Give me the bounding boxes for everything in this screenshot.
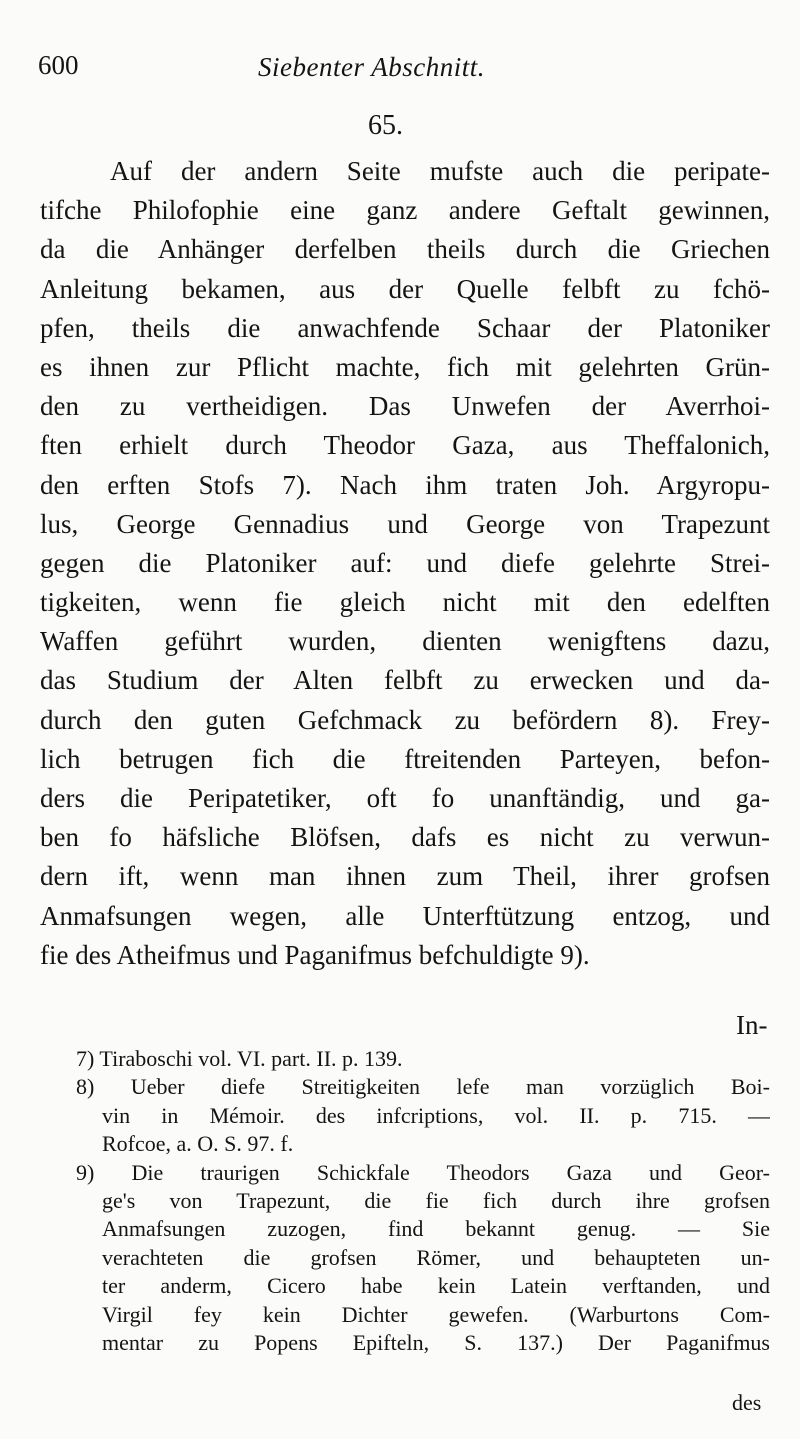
body-text	[40, 152, 770, 975]
body-line: es ihnen zur Pflicht machte, fich mit gelehrten Grün-	[40, 351, 770, 382]
footnote-line: ter anderm, Cicero habe kein Latein verftanden, und	[102, 1273, 770, 1299]
section-number: 65.	[368, 110, 403, 141]
footnote-line: mentar zu Popens Epifteln, S. 137.) Der Paganifmus	[102, 1329, 770, 1355]
body-line: Anleitung bekamen, aus der Quelle felbft zu fchö-	[40, 273, 770, 304]
footnotes	[76, 1045, 770, 1357]
body-line: den zu vertheidigen. Das Unwefen der Averrhoi-	[40, 391, 770, 422]
footnote-line: 9) Die traurigen Schickfale Theodors Gaza und Geor-	[76, 1159, 770, 1185]
footnote-line: Anmafsungen zuzogen, find bekannt genug. — Sie	[102, 1216, 770, 1242]
footnote-line: 7) Tiraboschi vol. VI. part. II. p. 139.	[76, 1046, 403, 1071]
body-line: Auf der andern Seite mufste auch die peripate-	[110, 156, 770, 186]
body-line: ders die Peripatetiker, oft fo unanftändig, und ga-	[40, 783, 770, 813]
running-head: Siebenter Abschnitt.	[258, 52, 485, 82]
page-number: 600	[38, 50, 79, 80]
body-line: durch den guten Gefchmack zu befördern 8). Frey-	[40, 704, 770, 735]
body-line: ben fo häfsliche Blöfsen, dafs es nicht zu verwun-	[40, 822, 770, 853]
body-line: fie des Atheifmus und Paganifmus befchuldigte 9).	[40, 939, 590, 970]
body-line: lus, George Gennadius und George von Trapezunt	[40, 508, 770, 539]
body-line: Anmafsungen wegen, alle Unterftützung entzog, und	[40, 900, 770, 931]
footnote-line: 8) Ueber diefe Streitigkeiten lefe man vorzüglich Boi-	[76, 1074, 770, 1100]
footnote-line: Virgil fey kein Dichter gewefen. (Warburtons Com-	[102, 1301, 770, 1327]
body-line: den erften Stofs 7). Nach ihm traten Joh. Argyropu-	[40, 469, 770, 500]
body-line: gegen die Platoniker auf: und diefe gelehrte Strei-	[40, 547, 770, 578]
body-line: ften erhielt durch Theodor Gaza, aus Theffalonich,	[40, 430, 770, 461]
body-line: pfen, theils die anwachfende Schaar der Platoniker	[40, 312, 770, 343]
body-line: Waffen geführt wurden, dienten wenigftens dazu,	[40, 626, 770, 657]
footnote-line: vin in Mémoir. des infcriptions, vol. II. p. 715. —	[102, 1102, 770, 1128]
catchword: In-	[736, 1010, 768, 1040]
body-line: dern ift, wenn man ihnen zum Theil, ihrer grofsen	[40, 861, 770, 892]
page-header	[38, 48, 760, 88]
footnote-line: Rofcoe, a. O. S. 97. f.	[102, 1131, 294, 1157]
body-line: lich betrugen fich die ftreitenden Parteyen, befon-	[40, 743, 770, 774]
footnote-line: verachteten die grofsen Römer, und behaupteten un-	[102, 1244, 770, 1270]
footnote-line: ge's von Trapezunt, die fie fich durch ihre grofsen	[102, 1187, 770, 1213]
footnote-catchword: des	[732, 1390, 762, 1415]
body-line: tigkeiten, wenn fie gleich nicht mit den edelften	[40, 587, 770, 618]
body-line: tifche Philofophie eine ganz andere Geftalt gewinnen,	[40, 195, 770, 226]
body-line: da die Anhänger derfelben theils durch die Griechen	[40, 234, 770, 265]
body-line: das Studium der Alten felbft zu erwecken und da-	[40, 665, 770, 696]
